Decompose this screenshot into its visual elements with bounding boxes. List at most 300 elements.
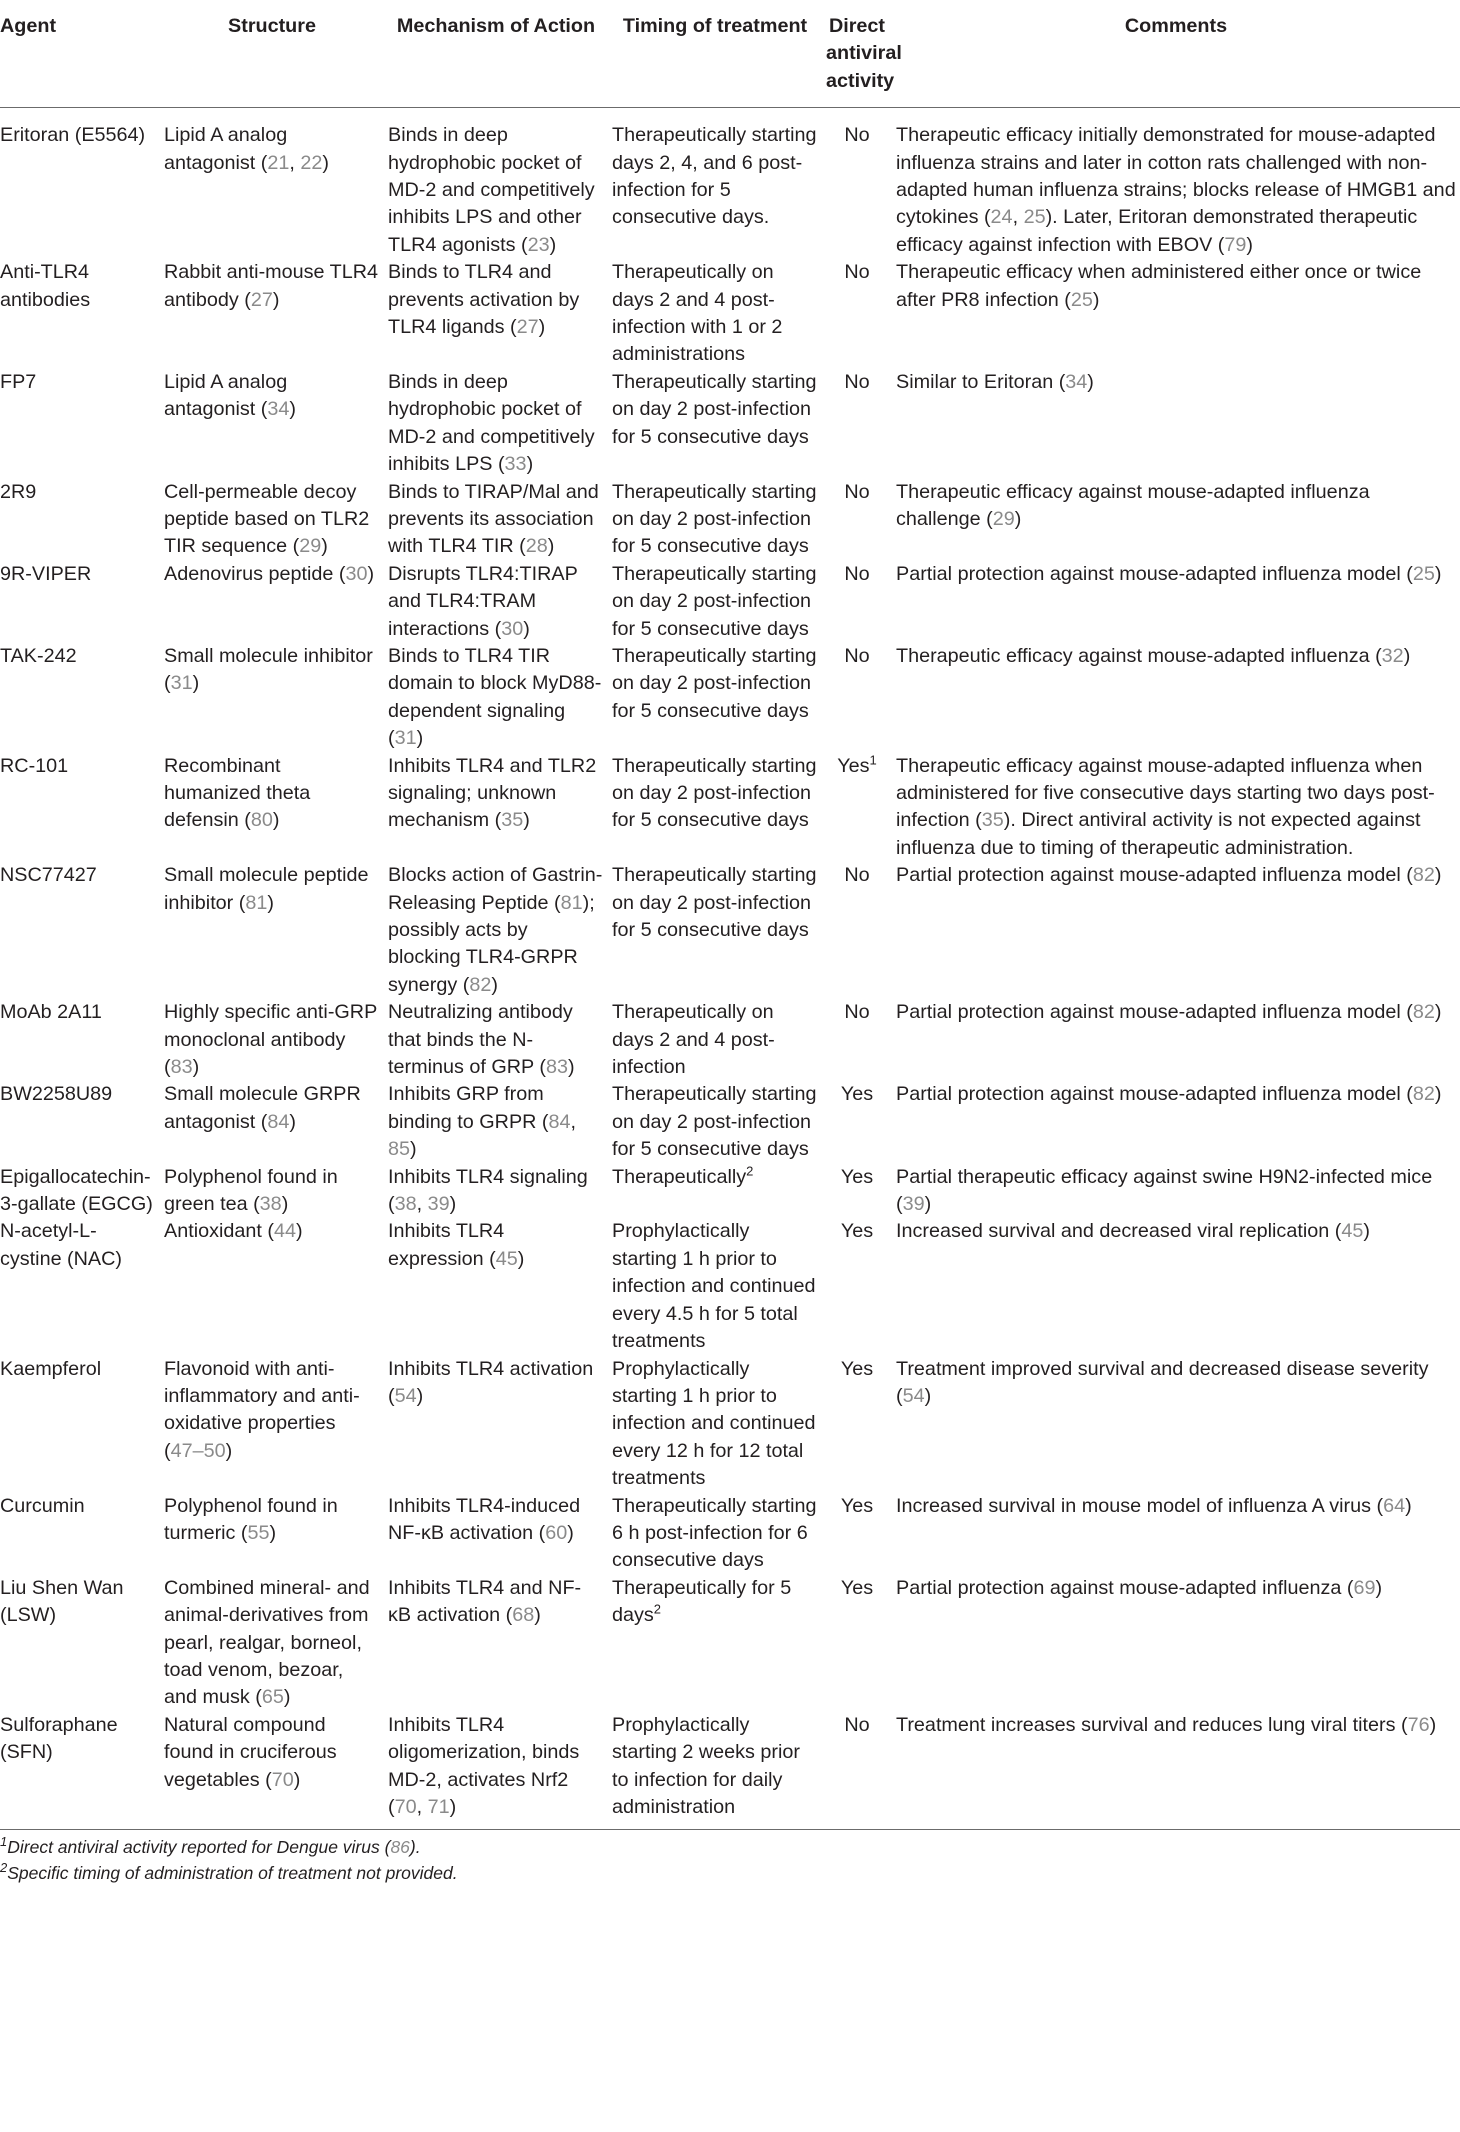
header-mechanism: Mechanism of Action <box>384 0 608 108</box>
cell-timing <box>608 1712 822 1830</box>
citation-ref: 69 <box>1353 1576 1376 1599</box>
text-segment: Yes <box>840 1357 874 1380</box>
text-segment: ) <box>547 535 555 558</box>
citation-ref: 38 <box>394 1193 417 1216</box>
cell-timing <box>608 999 822 1081</box>
footnote <box>0 1834 1460 1860</box>
text-segment: ) <box>449 1193 457 1216</box>
text-segment: Therapeutic efficacy against mouse-adapted influenza when administered for five consecutive days starting two days post-infection ( <box>896 754 1435 832</box>
text-segment: ) <box>192 672 200 695</box>
cell-agent: BW2258U89 <box>0 1083 113 1106</box>
text-segment: Therapeutically starting on day 2 post-infection for 5 consecutive days <box>612 864 817 941</box>
text-segment: ) <box>517 1247 525 1270</box>
text-segment: ) <box>295 1220 303 1243</box>
cell-structure <box>160 862 384 999</box>
text-segment: ) <box>1363 1220 1370 1243</box>
text-segment: Inhibits TLR4-induced NF-κB activation ( <box>388 1494 581 1544</box>
citation-ref: 54 <box>902 1384 925 1407</box>
footnote-marker: 2 <box>653 1601 662 1617</box>
table-row <box>0 862 1460 999</box>
text-segment: Therapeutic efficacy against mouse-adapted influenza ( <box>896 644 1382 667</box>
cell-agent: NSC77427 <box>0 864 97 887</box>
citation-ref: 25 <box>1412 562 1435 585</box>
cell-mechanism <box>384 369 608 479</box>
cell-mechanism <box>384 1712 608 1830</box>
text-segment: , <box>416 1796 428 1818</box>
text-segment: ) <box>523 809 530 832</box>
text-segment: Yes <box>840 1494 874 1517</box>
cell-structure <box>160 1218 384 1355</box>
citation-ref: 35 <box>981 809 1004 832</box>
cell-mechanism <box>384 862 608 999</box>
table-row <box>0 1356 1460 1493</box>
footnote <box>0 1860 1460 1886</box>
table-row <box>0 1218 1460 1355</box>
text-segment: Therapeutically starting on day 2 post-infection for 5 consecutive days <box>612 1083 817 1161</box>
cell-mechanism <box>384 259 608 369</box>
text-segment: ) <box>534 1604 541 1627</box>
table-row <box>0 1081 1460 1163</box>
table-row <box>0 999 1460 1081</box>
citation-ref: 34 <box>1065 370 1088 393</box>
cell-structure <box>160 1493 384 1575</box>
citation-ref: 30 <box>345 562 368 585</box>
citation-ref: 81 <box>245 891 268 914</box>
citation-ref: 21 <box>267 151 290 174</box>
cell-comments <box>892 1575 1460 1712</box>
cell-direct-antiviral <box>822 479 892 561</box>
text-segment: ) <box>410 1138 417 1161</box>
cell-agent: Anti-TLR4 antibodies <box>0 261 91 311</box>
text-segment: ) <box>1434 1083 1442 1106</box>
footnote-marker: 1 <box>0 1834 8 1850</box>
text-segment: Increased survival and decreased viral replication ( <box>896 1220 1342 1243</box>
citation-ref: 54 <box>394 1384 417 1407</box>
text-segment: Polyphenol found in turmeric ( <box>164 1494 338 1544</box>
cell-comments <box>892 479 1460 561</box>
text-segment: Yes <box>840 1165 874 1188</box>
text-segment: Yes <box>840 1083 874 1106</box>
text-segment: ) <box>322 151 329 174</box>
text-segment: ) <box>293 1768 301 1791</box>
cell-mechanism <box>384 1493 608 1575</box>
text-segment: Therapeutically on days 2 and 4 post-infection with 1 or 2 administrations <box>612 261 783 366</box>
table-row <box>0 1712 1460 1830</box>
cell-comments <box>892 753 1460 863</box>
cell-direct-antiviral <box>822 1218 892 1355</box>
text-segment: Combined mineral- and animal-derivatives from pearl, realgar, borneol, toad venom, bezoar, and musk ( <box>164 1576 370 1709</box>
cell-direct-antiviral <box>822 1164 892 1219</box>
text-segment: Therapeutically starting on day 2 post-infection for 5 consecutive days <box>612 370 817 448</box>
text-segment: Therapeutically on days 2 and 4 post-infection <box>612 1001 775 1079</box>
text-segment: ) <box>289 398 296 421</box>
cell-timing <box>608 1575 822 1712</box>
cell-comments <box>892 561 1460 643</box>
cell-direct-antiviral <box>822 999 892 1081</box>
text-segment: Inhibits GRP from binding to GRPR ( <box>388 1083 549 1133</box>
cell-structure <box>160 561 384 643</box>
cell-mechanism <box>384 108 608 260</box>
table-row <box>0 369 1460 479</box>
citation-ref: 32 <box>1381 644 1404 667</box>
text-segment: ) <box>449 1796 457 1818</box>
text-segment: ) <box>1434 1001 1442 1024</box>
text-segment: Flavonoid with anti-inflammatory and anti-oxidative properties ( <box>164 1357 360 1462</box>
cell-comments <box>892 862 1460 999</box>
text-segment: ) <box>924 1193 932 1216</box>
text-segment: Therapeutically starting on day 2 post-infection for 5 consecutive days <box>612 754 817 832</box>
citation-ref: 31 <box>170 672 193 695</box>
cell-direct-antiviral <box>822 1356 892 1493</box>
cell-timing <box>608 479 822 561</box>
text-segment: Inhibits TLR4 and NF-κB activation ( <box>388 1576 582 1627</box>
citation-ref: 71 <box>427 1796 450 1818</box>
cell-structure <box>160 1164 384 1219</box>
citation-ref: 60 <box>545 1521 568 1544</box>
citation-ref: 84 <box>267 1110 290 1133</box>
table-body <box>0 108 1460 1830</box>
citation-ref: 33 <box>504 453 527 476</box>
cell-comments <box>892 1356 1460 1493</box>
cell-comments <box>892 1081 1460 1163</box>
text-segment: ) <box>416 727 424 750</box>
table-row <box>0 259 1460 369</box>
citation-ref: 39 <box>427 1193 450 1216</box>
citation-ref: 44 <box>273 1220 296 1243</box>
cell-direct-antiviral <box>822 1493 892 1575</box>
text-segment: , <box>1012 206 1024 229</box>
citation-ref: 28 <box>525 535 548 558</box>
text-segment: Neutralizing antibody that binds the N-terminus of GRP ( <box>388 1001 573 1079</box>
cell-comments <box>892 1493 1460 1575</box>
cell-direct-antiviral <box>822 259 892 369</box>
text-segment: Similar to Eritoran ( <box>896 370 1066 393</box>
cell-comments <box>892 1712 1460 1830</box>
text-segment: ) <box>267 891 274 914</box>
cell-direct-antiviral <box>822 753 892 863</box>
cell-mechanism <box>384 479 608 561</box>
citation-ref: 82 <box>1412 1083 1435 1106</box>
text-segment: Therapeutic efficacy when administered either once or twice after PR8 infection ( <box>896 261 1422 311</box>
cell-structure <box>160 1356 384 1493</box>
text-segment: Therapeutically starting 6 h post-infection for 6 consecutive days <box>612 1494 817 1572</box>
text-segment: Partial therapeutic efficacy against swine H9N2-infected mice ( <box>896 1165 1433 1216</box>
text-segment: No <box>844 644 870 667</box>
citation-ref: 81 <box>560 891 583 914</box>
cell-direct-antiviral <box>822 108 892 260</box>
text-segment: Inhibits TLR4 activation ( <box>388 1357 594 1407</box>
citation-ref: 34 <box>267 398 290 421</box>
cell-direct-antiviral <box>822 862 892 999</box>
cell-agent: 9R-VIPER <box>0 562 92 585</box>
text-segment: ) <box>1429 1713 1437 1736</box>
cell-agent: Liu Shen Wan (LSW) <box>0 1576 124 1627</box>
text-segment: ) <box>1092 288 1100 311</box>
text-segment: Binds to TLR4 TIR domain to block MyD88-dependent signaling ( <box>388 644 602 750</box>
table-row <box>0 108 1460 260</box>
text-segment: ) <box>1403 644 1411 667</box>
text-segment: ) <box>1014 507 1022 530</box>
cell-comments <box>892 1164 1460 1219</box>
text-segment: ) <box>1405 1494 1412 1517</box>
citation-ref: 30 <box>501 617 524 640</box>
cell-agent: Curcumin <box>0 1494 85 1517</box>
citation-ref: 70 <box>271 1768 294 1791</box>
text-segment: Adenovirus peptide ( <box>164 562 346 585</box>
text-segment: Therapeutically starting on day 2 post-infection for 5 consecutive days <box>612 480 817 558</box>
text-segment: ) <box>1087 370 1094 393</box>
cell-structure <box>160 108 384 260</box>
text-segment: ) <box>538 316 546 339</box>
citation-ref: 82 <box>469 973 492 996</box>
cell-structure <box>160 369 384 479</box>
cell-comments <box>892 1218 1460 1355</box>
cell-agent: RC-101 <box>0 754 69 777</box>
cell-timing <box>608 753 822 863</box>
citation-ref: 31 <box>394 727 417 750</box>
text-segment: Prophylactically starting 2 weeks prior to infection for daily administration <box>612 1713 800 1818</box>
header-timing: Timing of treatment <box>608 0 822 108</box>
text-segment: Binds to TIRAP/Mal and prevents its association with TLR4 TIR ( <box>388 480 599 558</box>
text-segment: ) <box>283 1686 291 1709</box>
text-segment: Inhibits TLR4 signaling ( <box>388 1165 588 1216</box>
text-segment: Yes <box>837 754 870 777</box>
header-direct-antiviral: Direct antiviral activity <box>822 0 892 108</box>
text-segment: Blocks action of Gastrin-Releasing Peptide ( <box>388 864 603 914</box>
text-segment: Binds in deep hydrophobic pocket of MD-2 and competitively inhibits LPS ( <box>388 370 595 476</box>
citation-ref: 83 <box>170 1056 193 1079</box>
cell-direct-antiviral <box>822 369 892 479</box>
text-segment: ) <box>491 973 498 996</box>
text-segment: Prophylactically starting 1 h prior to infection and continued every 12 h for 12 total treatments <box>612 1357 816 1490</box>
footnote-marker: 2 <box>746 1163 754 1179</box>
cell-mechanism <box>384 1164 608 1219</box>
cell-agent: Sulforaphane (SFN) <box>0 1712 160 1830</box>
text-segment: ) <box>523 617 530 640</box>
text-segment: Inhibits TLR4 oligomerization, binds MD-2, activates Nrf2 ( <box>388 1713 580 1818</box>
text-segment: ) <box>1434 562 1442 585</box>
text-segment: Partial protection against mouse-adapted influenza model ( <box>896 1001 1413 1024</box>
table-row <box>0 561 1460 643</box>
text-segment: Disrupts TLR4:TIRAP and TLR4:TRAM interactions ( <box>388 562 578 640</box>
text-segment: Cell-permeable decoy peptide based on TLR2 TIR sequence ( <box>164 480 370 558</box>
citation-ref: 22 <box>300 151 323 174</box>
citation-ref: 47–50 <box>170 1439 226 1462</box>
text-segment: ). Direct antiviral activity is not expected against influenza due to timing of therapeutic administration. <box>896 809 1421 859</box>
text-segment: ) <box>272 288 280 311</box>
cell-direct-antiviral <box>822 561 892 643</box>
cell-agent: Epigallocatechin-3-gallate (EGCG) <box>0 1165 153 1216</box>
text-segment: Polyphenol found in green tea ( <box>164 1165 338 1216</box>
cell-direct-antiviral <box>822 1712 892 1830</box>
text-segment: Therapeutically starting on day 2 post-infection for 5 consecutive days <box>612 562 817 640</box>
cell-timing <box>608 561 822 643</box>
text-segment: ) <box>1434 864 1442 887</box>
table-row <box>0 1164 1460 1219</box>
citation-ref: 27 <box>250 288 273 311</box>
citation-ref: 85 <box>388 1138 411 1161</box>
cell-timing <box>608 643 822 753</box>
text-segment: Small molecule inhibitor ( <box>164 644 373 695</box>
cell-structure <box>160 1081 384 1163</box>
cell-mechanism <box>384 643 608 753</box>
text-segment: ) <box>289 1110 296 1133</box>
text-segment: Binds in deep hydrophobic pocket of MD-2 and competitively inhibits LPS and other TLR4 agonists ( <box>388 124 595 256</box>
text-segment: Recombinant humanized theta defensin ( <box>164 754 311 832</box>
text-segment: Prophylactically starting 1 h prior to infection and continued every 4.5 h for 5 total treatments <box>612 1220 816 1353</box>
text-segment: Partial protection against mouse-adapted influenza model ( <box>896 1083 1413 1106</box>
citation-ref: 25 <box>1023 206 1046 229</box>
citation-ref: 68 <box>512 1604 535 1627</box>
citation-ref: 35 <box>501 809 524 832</box>
citation-ref: 65 <box>261 1686 284 1709</box>
text-segment: Direct antiviral activity reported for Dengue virus ( <box>7 1837 391 1858</box>
cell-mechanism <box>384 1575 608 1712</box>
header-row <box>0 0 1460 108</box>
citation-ref: 45 <box>495 1247 518 1270</box>
citation-ref: 29 <box>299 535 322 558</box>
citation-ref: 24 <box>990 206 1013 229</box>
cell-comments <box>892 369 1460 479</box>
text-segment: Therapeutic efficacy against mouse-adapted influenza challenge ( <box>896 480 1370 530</box>
cell-timing <box>608 369 822 479</box>
text-segment: ) <box>567 1521 574 1544</box>
table-row <box>0 479 1460 561</box>
text-segment: Specific timing of administration of treatment not provided. <box>7 1863 458 1884</box>
table-row <box>0 1575 1460 1712</box>
header-structure: Structure <box>160 0 384 108</box>
cell-comments <box>892 259 1460 369</box>
cell-timing <box>608 1081 822 1163</box>
text-segment: Binds to TLR4 and prevents activation by TLR4 ligands ( <box>388 261 580 339</box>
text-segment: ) <box>416 1384 424 1407</box>
text-segment: , <box>570 1110 577 1133</box>
cell-timing <box>608 108 822 260</box>
cell-structure <box>160 259 384 369</box>
text-segment: ) <box>526 453 534 476</box>
citation-ref: 82 <box>1412 864 1435 887</box>
cell-comments <box>892 108 1460 260</box>
text-segment: ) <box>1375 1576 1383 1599</box>
cell-comments <box>892 643 1460 753</box>
citation-ref: 38 <box>259 1193 282 1216</box>
text-segment: Therapeutically for 5 days <box>612 1576 792 1627</box>
citation-ref: 70 <box>394 1796 417 1818</box>
cell-structure <box>160 479 384 561</box>
text-segment: , <box>289 151 301 174</box>
text-segment: Lipid A analog antagonist ( <box>164 370 288 421</box>
cell-mechanism <box>384 561 608 643</box>
text-segment: ) <box>225 1439 233 1462</box>
text-segment: Yes <box>840 1576 874 1599</box>
header-agent: Agent <box>0 0 160 108</box>
text-segment: ) <box>272 809 280 832</box>
text-segment: Yes <box>840 1220 874 1243</box>
text-segment: ) <box>924 1384 932 1407</box>
cell-timing <box>608 1493 822 1575</box>
text-segment: Therapeutically starting on day 2 post-infection for 5 consecutive days <box>612 644 817 722</box>
citation-ref: 27 <box>516 316 539 339</box>
text-segment: Small molecule peptide inhibitor ( <box>164 864 369 914</box>
cell-direct-antiviral <box>822 1575 892 1712</box>
text-segment: ) <box>1246 233 1253 256</box>
cell-agent: Kaempferol <box>0 1357 102 1380</box>
table-row <box>0 1493 1460 1575</box>
text-segment: No <box>844 864 870 887</box>
text-segment: Therapeutically starting days 2, 4, and 6 post-infection for 5 consecutive days. <box>612 124 817 229</box>
cell-agent: Eritoran (E5564) <box>0 124 146 147</box>
text-segment: No <box>844 480 870 503</box>
citation-ref: 25 <box>1070 288 1093 311</box>
text-segment: No <box>844 1001 870 1024</box>
header-comments: Comments <box>892 0 1460 108</box>
citation-ref: 82 <box>1412 1001 1435 1024</box>
text-segment: Partial protection against mouse-adapted influenza model ( <box>896 864 1413 887</box>
text-segment: Partial protection against mouse-adapted influenza model ( <box>896 562 1413 585</box>
cell-structure <box>160 643 384 753</box>
citation-ref: 80 <box>250 809 273 832</box>
text-segment: Antioxidant ( <box>164 1220 274 1243</box>
text-segment: Rabbit anti-mouse TLR4 antibody ( <box>164 261 379 311</box>
cell-comments <box>892 999 1460 1081</box>
cell-direct-antiviral <box>822 643 892 753</box>
cell-timing <box>608 862 822 999</box>
cell-structure <box>160 999 384 1081</box>
table-row <box>0 643 1460 753</box>
cell-mechanism <box>384 1356 608 1493</box>
cell-timing <box>608 259 822 369</box>
cell-timing <box>608 1218 822 1355</box>
cell-mechanism <box>384 753 608 863</box>
cell-agent: MoAb 2A11 <box>0 1001 102 1024</box>
text-segment: ). Later, Eritoran demonstrated therapeutic efficacy against infection with EBOV ( <box>896 206 1418 256</box>
text-segment: ); possibly acts by blocking TLR4-GRPR synergy ( <box>388 891 595 996</box>
text-segment: Small molecule GRPR antagonist ( <box>164 1083 361 1133</box>
cell-mechanism <box>384 999 608 1081</box>
text-segment: No <box>844 562 870 585</box>
cell-mechanism <box>384 1218 608 1355</box>
text-segment: Treatment increases survival and reduces lung viral titers ( <box>896 1713 1408 1736</box>
text-segment: No <box>844 124 870 147</box>
text-segment: ) <box>567 1056 575 1079</box>
text-segment: Inhibits TLR4 expression ( <box>388 1220 505 1270</box>
cell-agent: N-acetyl-L-cystine (NAC) <box>0 1220 123 1270</box>
footnote-marker: 1 <box>869 751 877 767</box>
text-segment: Treatment improved survival and decreased disease severity ( <box>896 1357 1429 1407</box>
citation-ref: 39 <box>902 1193 925 1216</box>
text-segment: Highly specific anti-GRP monoclonal antibody ( <box>164 1001 377 1079</box>
text-segment: ) <box>367 562 375 585</box>
text-segment: ) <box>549 233 557 256</box>
text-segment: ). <box>409 1837 421 1858</box>
citation-ref: 64 <box>1383 1494 1406 1517</box>
text-segment: Lipid A analog antagonist ( <box>164 124 288 174</box>
footnote-marker: 2 <box>0 1860 8 1876</box>
cell-structure <box>160 753 384 863</box>
text-segment: ) <box>321 535 328 558</box>
text-segment: ) <box>269 1521 277 1544</box>
cell-structure <box>160 1575 384 1712</box>
text-segment: ) <box>192 1056 200 1079</box>
text-segment: Inhibits TLR4 and TLR2 signaling; unknown mechanism ( <box>388 754 597 832</box>
citation-ref: 76 <box>1407 1713 1430 1736</box>
table-row <box>0 753 1460 863</box>
text-segment: ) <box>281 1193 289 1216</box>
cell-direct-antiviral <box>822 1081 892 1163</box>
cell-mechanism <box>384 1081 608 1163</box>
citation-ref: 23 <box>527 233 550 256</box>
cell-timing <box>608 1356 822 1493</box>
